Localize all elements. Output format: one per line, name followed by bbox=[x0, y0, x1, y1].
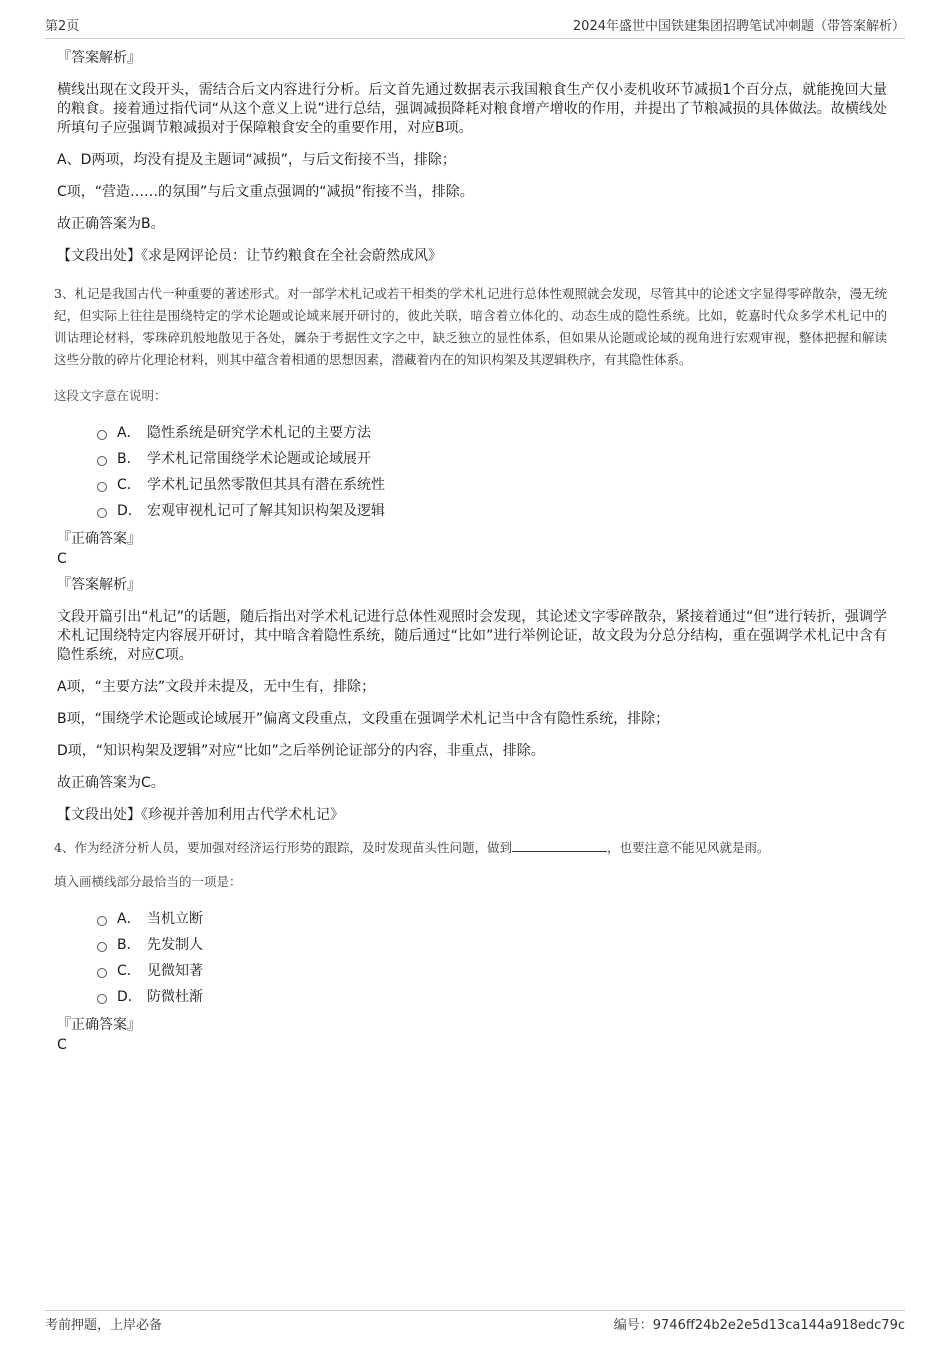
radio-icon[interactable] bbox=[97, 994, 107, 1004]
page-footer bbox=[45, 1310, 905, 1333]
radio-icon[interactable] bbox=[97, 456, 107, 466]
footer-slogan: 考前押题，上岸必备 bbox=[45, 1318, 163, 1333]
question-3-option-d-note: D项，“知识构架及逻辑”对应“比如”之后举例论证部分的内容，非重点，排除。 bbox=[57, 743, 545, 759]
radio-icon[interactable] bbox=[97, 508, 107, 518]
analysis-label: 『答案解析』 bbox=[57, 577, 141, 593]
question-3-option-b-note: B项，“围绕学术论题或论域展开”偏离文段重点，文段重在强调学术札记当中含有隐性系统，排除； bbox=[57, 711, 670, 727]
page-content bbox=[54, 44, 887, 1055]
radio-icon[interactable] bbox=[97, 968, 107, 978]
page-number: 第2页 bbox=[45, 19, 80, 34]
prev-analysis: 横线出现在文段开头，需结合后文内容进行分析。后文首先通过数据表示我国粮食生产仅小麦机收环节减损1个百分点，就能挽回大量的粮食。接着通过指代词“从这个意义上说”进行总结，强调减损降耗对粮食增产增收的作用，并提出了节粮减损的具体做法。故横线处所填句子应强调节粮减损对于保障粮食安全的重要作用，对应B项。 bbox=[57, 82, 887, 136]
radio-icon[interactable] bbox=[97, 482, 107, 492]
option-4c[interactable]: C． 见微知著 bbox=[97, 957, 887, 983]
source-title: 《珍视并善加利用古代学术札记》 bbox=[141, 807, 344, 823]
document-title: 2024年盛世中国铁建集团招聘笔试冲刺题（带答案解析） bbox=[572, 19, 905, 34]
radio-icon[interactable] bbox=[97, 430, 107, 440]
question-3-option-a-note: A项，“主要方法”文段并未提及，无中生有，排除； bbox=[57, 679, 376, 695]
analysis-label: 『答案解析』 bbox=[57, 50, 141, 66]
question-3-answer: C bbox=[57, 551, 67, 567]
question-3-stem: 3、札记是我国古代一种重要的著述形式。对一部学术札记或若干相类的学术札记进行总体性观照就会发现，尽管其中的论述文字显得零碎散杂，漫无统纪，但实际上往往是围绕特定的学术论题或论域来展开研讨的，彼此关联，暗含着立体化的、动态生成的隐性系统。比如，乾嘉时代众多学术札记中的训诂理论材料，零珠碎玑般地散见于各处，羼杂于考据性文字之中，缺乏独立的显性体系，但如果从论题或论域的视角进行宏观审视，整体把握和解读这些分散的碎片化理论材料，则其中蕴含着相通的思想因素，潜藏着内在的知识构架及其逻辑秩序，有其隐性体系。 bbox=[54, 286, 887, 367]
question-3-conclusion: 故正确答案为C。 bbox=[57, 775, 165, 791]
option-3a[interactable]: A． 隐性系统是研究学术札记的主要方法 bbox=[97, 419, 887, 445]
prev-conclusion: 故正确答案为B。 bbox=[57, 216, 165, 232]
prev-ad: A、D两项，均没有提及主题词“减损”，与后文衔接不当，排除； bbox=[57, 152, 456, 168]
option-3d[interactable]: D． 宏观审视札记可了解其知识构架及逻辑 bbox=[97, 497, 887, 523]
page-header bbox=[45, 12, 905, 39]
answer-blank bbox=[512, 839, 607, 852]
option-4d[interactable]: D． 防微杜渐 bbox=[97, 983, 887, 1009]
option-4b[interactable]: B． 先发制人 bbox=[97, 931, 887, 957]
radio-icon[interactable] bbox=[97, 916, 107, 926]
radio-icon[interactable] bbox=[97, 942, 107, 952]
option-3b[interactable]: B． 学术札记常围绕学术论题或论域展开 bbox=[97, 445, 887, 471]
question-3-source bbox=[57, 806, 887, 825]
source-title: 《求是网评论员：让节约粮食在全社会蔚然成风》 bbox=[141, 248, 442, 264]
question-3-analysis: 文段开篇引出“札记”的话题，随后指出对学术札记进行总体性观照时会发现，其论述文字零碎散杂，紧接着通过“但”进行转折，强调学术札记围绕特定内容展开研讨，其中暗含着隐性系统，随后通过“比如”进行举例论证，故文段为分总分结构，重在强调学术札记中含有隐性系统，对应C项。 bbox=[57, 609, 887, 663]
question-4-options bbox=[57, 905, 887, 1009]
question-4-answer: C bbox=[57, 1037, 67, 1053]
option-4a[interactable]: A． 当机立断 bbox=[97, 905, 887, 931]
question-3-options bbox=[57, 419, 887, 523]
question-4-prompt: 填入画横线部分最恰当的一项是： bbox=[54, 874, 242, 889]
prev-c: C项，“营造……的氛围”与后文重点强调的“减损”衔接不当，排除。 bbox=[57, 184, 474, 200]
source-label: 【文段出处】 bbox=[57, 248, 141, 264]
option-3c[interactable]: C． 学术札记虽然零散但其具有潜在系统性 bbox=[97, 471, 887, 497]
document-code: 编号：9746ff24b2e2e5d13ca144a918edc79c bbox=[613, 1318, 905, 1333]
question-4-stem: 4、作为经济分析人员，要加强对经济运行形势的跟踪，及时发现苗头性问题，做到 ，也要注意不能见风就是雨。 bbox=[54, 840, 770, 855]
correct-answer-label: 『正确答案』 bbox=[57, 1017, 141, 1033]
correct-answer-label: 『正确答案』 bbox=[57, 531, 141, 547]
prev-source bbox=[57, 247, 887, 266]
source-label: 【文段出处】 bbox=[57, 807, 141, 823]
question-3-prompt: 这段文字意在说明： bbox=[54, 388, 167, 403]
